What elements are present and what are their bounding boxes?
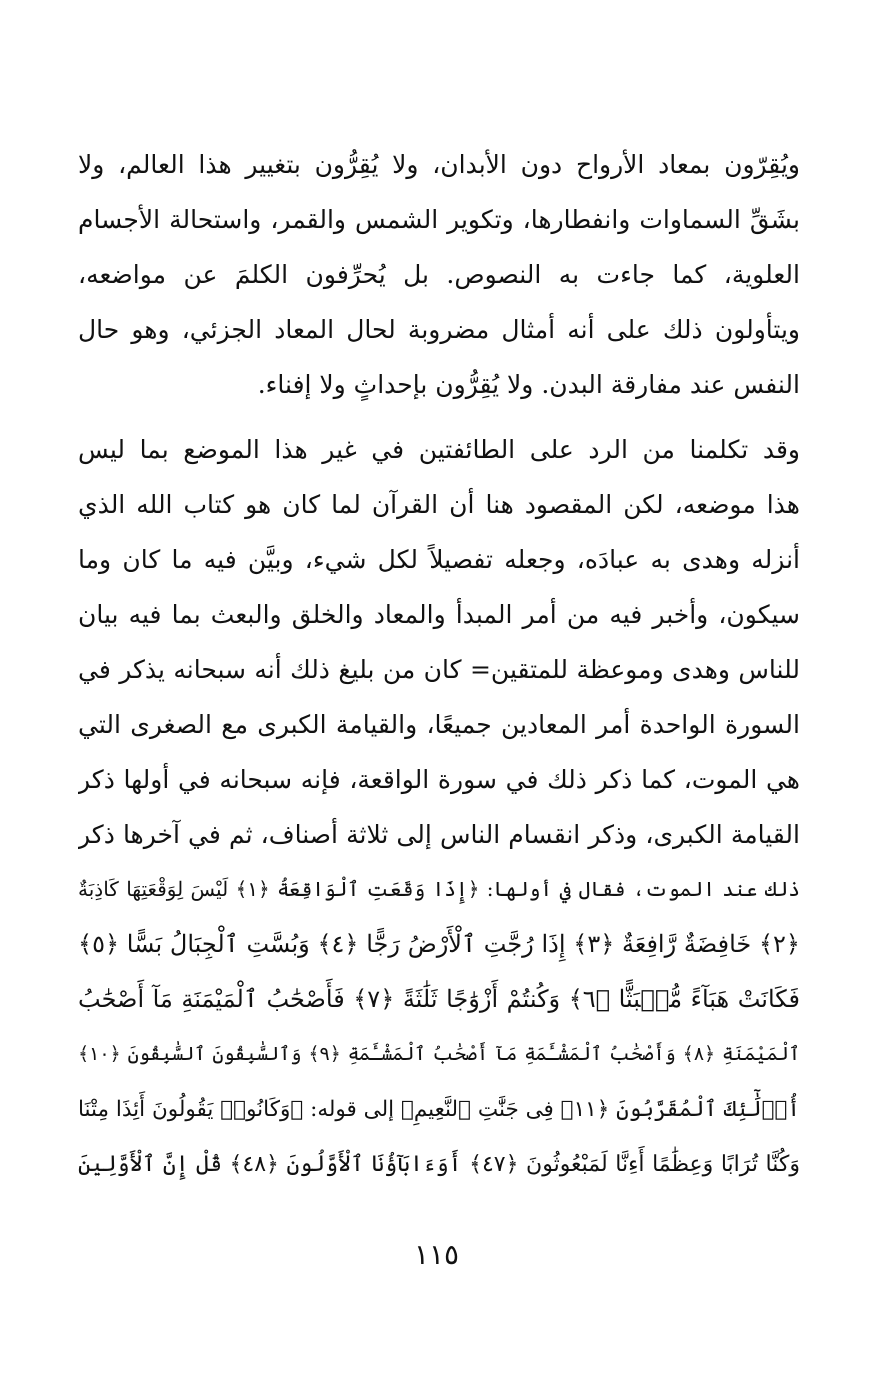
text-line: السورة الواحدة أمر المعادين جميعًا، والقيامة الكبرى مع الصغرى التي [78, 710, 800, 739]
text-line: وقد تكلمنا من الرد على الطائفتين في غير هذا الموضع بما ليس [78, 435, 800, 464]
quran-line: ٱلْمَيْمَنَةِ ﴿٨﴾ وَأَصْحَٰبُ ٱلْمَشْـَٔمَةِ مَآ أَصْحَٰبُ ٱلْمَشْـَٔمَةِ ﴿٩﴾ وَٱلسَّٰبِقُونَ ٱلسَّٰبِقُونَ ﴿١٠﴾ [78, 1043, 800, 1065]
paragraph-1 [78, 137, 800, 412]
text-line: النفس عند مفارقة البدن. ولا يُقِرُّون بإحداثٍ ولا إفناء. [257, 370, 800, 399]
text-line: ذلك عند الموت، فقال في أولها: ﴿إِذَا وَقَعَتِ ٱلْوَاقِعَةُ ﴿١﴾ لَيْسَ لِوَقْعَتِهَا كَاذِبَةٌ [78, 877, 800, 901]
text-line: أنزله وهدى به عبادَه، وجعله تفصيلاً لكل شيء، وبيَّن فيه ما كان وما [78, 545, 800, 574]
text-line: ويتأولون ذلك على أنه أمثال مضروبة لحال المعاد الجزئي، وهو حال [78, 315, 800, 344]
text-line: للناس وهدى وموعظة للمتقين= كان من بليغ ذلك أنه سبحانه يذكر في [78, 655, 800, 684]
text-line: القيامة الكبرى، وذكر انقسام الناس إلى ثلاثة أصناف، ثم في آخرها ذكر [78, 820, 800, 849]
text-line: هي الموت، كما ذكر ذلك في سورة الواقعة، فإنه سبحانه في أولها ذكر [78, 765, 800, 794]
text-line: العلوية، كما جاءت به النصوص. بل يُحرِّفون الكلمَ عن مواضعه، [78, 260, 800, 289]
text-line: سيكون، وأخبر فيه من أمر المبدأ والمعاد والخلق والبعث بما فيه بيان [78, 600, 800, 629]
page-number: ١١٥ [413, 1238, 460, 1271]
text-line: ويُقِرّون بمعاد الأرواح دون الأبدان، ولا يُقِرُّون بتغيير هذا العالم، ولا [78, 150, 800, 179]
quran-line: ﴿٢﴾ خَافِضَةٌ رَّافِعَةٌ ﴿٣﴾ إِذَا رُجَّتِ ٱلْأَرْضُ رَجًّا ﴿٤﴾ وَبُسَّتِ ٱلْجِبَالُ بَسًّا ﴿٥﴾ [78, 930, 800, 958]
quran-line: وَكُنَّا تُرَابًا وَعِظَٰمًا أَءِنَّا لَمَبْعُوثُونَ ﴿٤٧﴾ أَوَءَابَآؤُنَا ٱلْأَوَّلُونَ ﴿٤٨﴾ قُلْ إِنَّ ٱلْأَوَّلِينَ [78, 1152, 800, 1177]
text-line: هذا موضعه، لكن المقصود هنا أن القرآن لما كان هو كتاب الله الذي [78, 490, 800, 519]
quran-line: فَكَانَتْ هَبَآءً مُّنۢبَثًّا ﴿٦﴾ وَكُنتُمْ أَزْوَٰجًا ثَلَٰثَةً ﴿٧﴾ فَأَصْحَٰبُ ٱلْمَيْمَنَةِ مَآ أَصْحَٰبُ [78, 985, 800, 1013]
paragraph-2 [78, 422, 800, 1192]
text-line: بشَقِّ السماوات وانفطارها، وتكوير الشمس والقمر، واستحالة الأجسام [78, 205, 800, 234]
quran-line: أُو۟لَٰٓئِكَ ٱلْمُقَرَّبُونَ ﴿١١﴾ فِى جَنَّٰتِ ٱلنَّعِيمِ﴾ إلى قوله: ﴿وَكَانُوا۟ يَقُولُونَ أَئِذَا مِتْنَا [78, 1097, 800, 1122]
